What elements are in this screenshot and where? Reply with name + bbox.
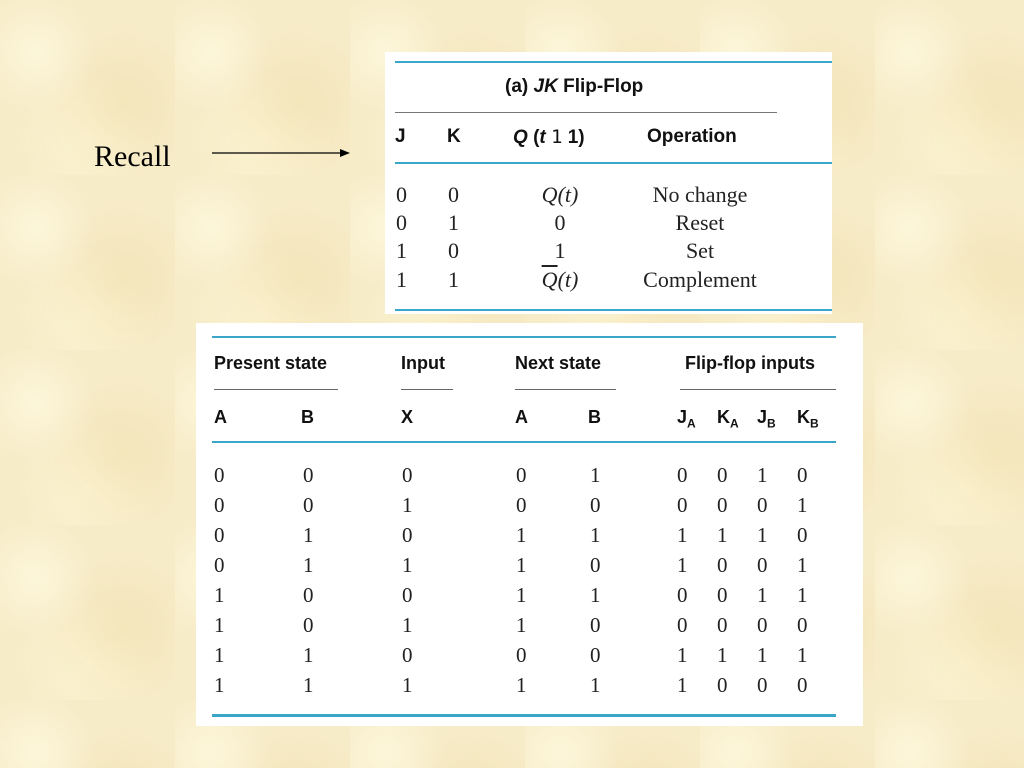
q-letter: 1 bbox=[554, 238, 566, 263]
cell-a: 0 bbox=[214, 523, 225, 547]
col-x: X bbox=[401, 407, 414, 427]
cell-a: 1 bbox=[214, 613, 225, 637]
group-underline-ff bbox=[680, 389, 836, 390]
cell-b: 0 bbox=[303, 493, 314, 517]
cell-b: 0 bbox=[303, 613, 314, 637]
header-rule bbox=[395, 162, 832, 164]
cell-ka: 0 bbox=[717, 463, 728, 487]
cell-next-b: 0 bbox=[590, 613, 601, 637]
state-table-row bbox=[196, 523, 863, 553]
jk-table-row bbox=[385, 182, 832, 210]
cell-q-next bbox=[525, 267, 595, 293]
title-prefix: (a) bbox=[505, 76, 529, 97]
cell-a: 1 bbox=[214, 643, 225, 667]
jk-table-row bbox=[385, 210, 832, 238]
cell-ja: 0 bbox=[677, 613, 688, 637]
state-table-row bbox=[196, 553, 863, 583]
state-table-row bbox=[196, 643, 863, 673]
table-top-rule bbox=[395, 61, 832, 63]
cell-b: 1 bbox=[303, 553, 314, 577]
ja-base: J bbox=[677, 407, 688, 427]
cell-kb: 0 bbox=[797, 673, 808, 697]
cell-kb: 1 bbox=[797, 493, 808, 517]
cell-x: 1 bbox=[402, 493, 413, 517]
col-jb bbox=[757, 407, 776, 431]
cell-ja: 1 bbox=[677, 673, 688, 697]
cell-a: 1 bbox=[214, 673, 225, 697]
col-kb bbox=[797, 407, 819, 431]
jk-table-row bbox=[385, 267, 832, 295]
state-table-row bbox=[196, 613, 863, 643]
col-next-b: B bbox=[588, 407, 601, 427]
cell-next-b: 0 bbox=[590, 553, 601, 577]
cell-jb: 1 bbox=[757, 643, 768, 667]
kb-base: K bbox=[797, 407, 810, 427]
group-underline-present bbox=[214, 389, 338, 390]
cell-k: 0 bbox=[448, 238, 459, 263]
cell-x: 1 bbox=[402, 673, 413, 697]
cell-b: 0 bbox=[303, 463, 314, 487]
cell-next-a: 0 bbox=[516, 643, 527, 667]
cell-ka: 1 bbox=[717, 643, 728, 667]
header-q-next bbox=[513, 126, 585, 149]
cell-jb: 0 bbox=[757, 493, 768, 517]
state-table bbox=[196, 323, 863, 726]
cell-next-b: 0 bbox=[590, 643, 601, 667]
group-underline-input bbox=[401, 389, 453, 390]
cell-q-next bbox=[525, 182, 595, 208]
group-present-state: Present state bbox=[214, 353, 328, 373]
ka-sub: A bbox=[730, 416, 739, 431]
cell-next-a: 1 bbox=[516, 523, 527, 547]
cell-operation: No change bbox=[652, 182, 748, 207]
cell-next-a: 1 bbox=[516, 613, 527, 637]
q-letter: $\overline{Q}$ bbox=[541, 267, 558, 292]
jk-flip-flop-table bbox=[385, 52, 832, 314]
q-open: ( bbox=[533, 127, 540, 148]
header-rule bbox=[212, 441, 836, 443]
ja-sub: A bbox=[687, 416, 696, 431]
cell-jb: 1 bbox=[757, 463, 768, 487]
title-jk: JK bbox=[533, 76, 558, 97]
jb-sub: B bbox=[767, 416, 776, 431]
cell-jb: 0 bbox=[757, 673, 768, 697]
cell-kb: 1 bbox=[797, 583, 808, 607]
cell-next-b: 1 bbox=[590, 583, 601, 607]
cell-q-next bbox=[525, 210, 595, 236]
cell-x: 0 bbox=[402, 463, 413, 487]
cell-b: 0 bbox=[303, 583, 314, 607]
table-bottom-rule bbox=[395, 309, 832, 311]
cell-a: 0 bbox=[214, 463, 225, 487]
group-flip-flop-inputs: Flip-flop inputs bbox=[685, 353, 815, 373]
cell-ja: 1 bbox=[677, 523, 688, 547]
jk-table-row bbox=[385, 238, 832, 266]
cell-next-b: 1 bbox=[590, 523, 601, 547]
cell-operation: Reset bbox=[675, 210, 725, 235]
cell-jb: 1 bbox=[757, 583, 768, 607]
cell-jb: 0 bbox=[757, 553, 768, 577]
group-input: Input bbox=[401, 353, 445, 373]
cell-kb: 0 bbox=[797, 523, 808, 547]
cell-x: 1 bbox=[402, 613, 413, 637]
cell-ka: 0 bbox=[717, 583, 728, 607]
cell-ja: 0 bbox=[677, 463, 688, 487]
cell-next-a: 1 bbox=[516, 673, 527, 697]
ka-base: K bbox=[717, 407, 730, 427]
state-table-row bbox=[196, 583, 863, 613]
cell-jb: 1 bbox=[757, 523, 768, 547]
cell-j: 1 bbox=[396, 267, 407, 292]
cell-ka: 1 bbox=[717, 523, 728, 547]
cell-b: 1 bbox=[303, 673, 314, 697]
cell-next-b: 0 bbox=[590, 493, 601, 517]
q-t: t bbox=[539, 127, 546, 148]
col-b: B bbox=[301, 407, 314, 427]
title-underline bbox=[395, 112, 777, 113]
col-ja bbox=[677, 407, 696, 431]
cell-a: 1 bbox=[214, 583, 225, 607]
cell-x: 0 bbox=[402, 643, 413, 667]
header-j: J bbox=[395, 126, 406, 147]
state-table-row bbox=[196, 493, 863, 523]
cell-next-a: 0 bbox=[516, 493, 527, 517]
cell-a: 0 bbox=[214, 553, 225, 577]
col-ka bbox=[717, 407, 739, 431]
cell-kb: 1 bbox=[797, 553, 808, 577]
header-operation: Operation bbox=[647, 126, 737, 147]
col-next-a: A bbox=[515, 407, 528, 427]
kb-sub: B bbox=[810, 416, 819, 431]
cell-operation: Set bbox=[685, 238, 715, 263]
recall-label: Recall bbox=[94, 140, 171, 173]
cell-j: 1 bbox=[396, 238, 407, 263]
col-a: A bbox=[214, 407, 227, 427]
cell-kb: 0 bbox=[797, 463, 808, 487]
jk-table-title bbox=[505, 76, 643, 98]
table-top-rule bbox=[212, 336, 836, 338]
table-bottom-rule bbox=[212, 714, 836, 717]
cell-a: 0 bbox=[214, 493, 225, 517]
q-letter: Q bbox=[541, 182, 558, 207]
cell-ja: 0 bbox=[677, 583, 688, 607]
cell-next-b: 1 bbox=[590, 673, 601, 697]
cell-ja: 0 bbox=[677, 493, 688, 517]
cell-q-next bbox=[525, 238, 595, 264]
cell-next-a: 0 bbox=[516, 463, 527, 487]
cell-ja: 1 bbox=[677, 553, 688, 577]
q-glyph: 1 bbox=[551, 126, 563, 148]
cell-k: 1 bbox=[448, 267, 459, 292]
jb-base: J bbox=[757, 407, 768, 427]
cell-jb: 0 bbox=[757, 613, 768, 637]
cell-ja: 1 bbox=[677, 643, 688, 667]
q-argument: (t) bbox=[557, 182, 579, 207]
state-table-row bbox=[196, 463, 863, 493]
header-k: K bbox=[447, 126, 461, 147]
cell-j: 0 bbox=[396, 210, 407, 235]
cell-operation: Complement bbox=[643, 267, 757, 292]
group-underline-next bbox=[515, 389, 616, 390]
cell-ka: 0 bbox=[717, 493, 728, 517]
q-letter: Q bbox=[513, 127, 528, 148]
cell-next-a: 1 bbox=[516, 553, 527, 577]
cell-b: 1 bbox=[303, 523, 314, 547]
cell-j: 0 bbox=[396, 182, 407, 207]
cell-k: 1 bbox=[448, 210, 459, 235]
pointer-arrow-icon bbox=[212, 146, 352, 160]
group-next-state: Next state bbox=[515, 353, 602, 373]
cell-next-a: 1 bbox=[516, 583, 527, 607]
q-argument: (t) bbox=[557, 267, 579, 292]
cell-ka: 0 bbox=[717, 613, 728, 637]
cell-x: 0 bbox=[402, 523, 413, 547]
cell-k: 0 bbox=[448, 182, 459, 207]
cell-b: 1 bbox=[303, 643, 314, 667]
cell-x: 0 bbox=[402, 583, 413, 607]
q-close: 1) bbox=[567, 127, 585, 148]
cell-kb: 1 bbox=[797, 643, 808, 667]
cell-next-b: 1 bbox=[590, 463, 601, 487]
cell-kb: 0 bbox=[797, 613, 808, 637]
title-suffix: Flip-Flop bbox=[563, 76, 644, 97]
cell-ka: 0 bbox=[717, 673, 728, 697]
cell-ka: 0 bbox=[717, 553, 728, 577]
cell-x: 1 bbox=[402, 553, 413, 577]
state-table-row bbox=[196, 673, 863, 703]
q-letter: 0 bbox=[554, 210, 566, 235]
